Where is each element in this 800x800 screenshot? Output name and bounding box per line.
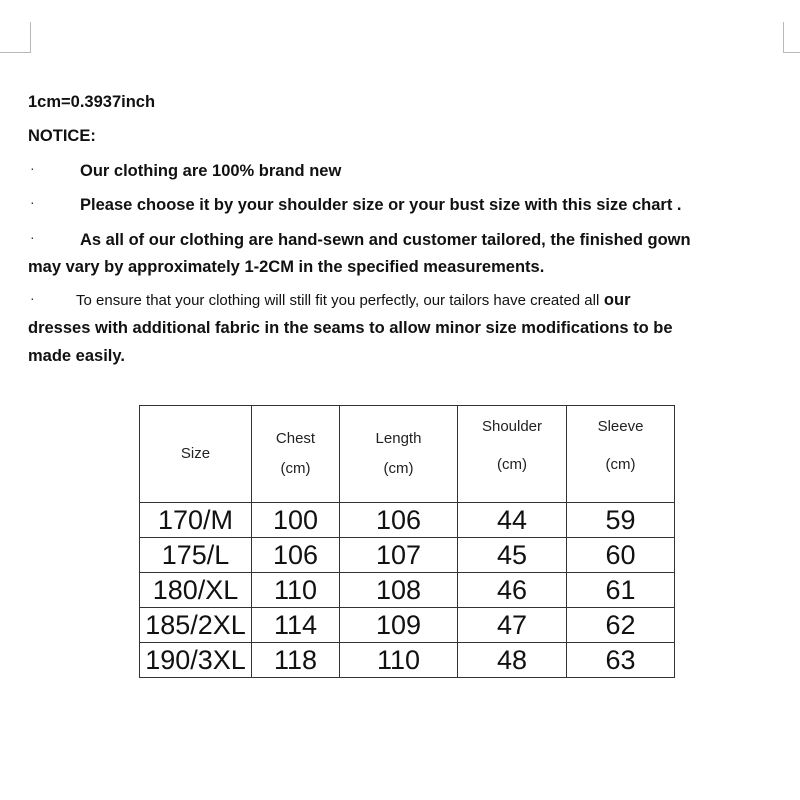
cell-length: 107	[340, 538, 458, 573]
unit-conversion: 1cm=0.3937inch	[28, 93, 156, 111]
cell-shoulder: 45	[458, 538, 567, 573]
bullet-3: ·	[30, 229, 35, 245]
notice-item-4-line-1-text: To ensure that your clothing will still fit you perfectly, our tailors have created all	[76, 292, 600, 309]
bullet-2: ·	[30, 194, 35, 210]
header-length-label: Length	[375, 430, 422, 447]
notice-item-4-line-2: dresses with additional fabric in the seams to allow minor size modifications to be	[28, 319, 673, 337]
notice-item-2: Please choose it by your shoulder size or your bust size with this size chart .	[80, 196, 682, 214]
header-length	[340, 406, 458, 503]
notice-item-4-line-1	[76, 290, 631, 311]
table-row	[140, 503, 675, 538]
cell-length: 110	[340, 643, 458, 678]
cell-size: 175/L	[140, 538, 252, 573]
cell-shoulder: 47	[458, 608, 567, 643]
cell-sleeve: 63	[567, 643, 675, 678]
header-shoulder-unit: (cm)	[497, 456, 527, 473]
cell-sleeve: 61	[567, 573, 675, 608]
notice-item-1: Our clothing are 100% brand new	[80, 162, 342, 180]
size-chart-table	[139, 405, 675, 678]
page-corner-mark-left	[0, 22, 31, 53]
notice-title: NOTICE:	[28, 127, 96, 145]
cell-shoulder: 44	[458, 503, 567, 538]
cell-chest: 100	[252, 503, 340, 538]
bullet-4: ·	[30, 290, 35, 306]
header-chest-label: Chest	[275, 430, 316, 447]
header-size-label: Size	[180, 445, 211, 462]
cell-size: 190/3XL	[140, 643, 252, 678]
cell-size: 170/M	[140, 503, 252, 538]
header-sleeve	[567, 406, 675, 503]
notice-item-4-line-3: made easily.	[28, 347, 125, 365]
cell-size: 185/2XL	[140, 608, 252, 643]
header-sleeve-label: Sleeve	[597, 418, 644, 435]
header-chest-unit: (cm)	[280, 460, 311, 477]
table-row	[140, 538, 675, 573]
header-shoulder	[458, 406, 567, 503]
cell-sleeve: 62	[567, 608, 675, 643]
bullet-1: ·	[30, 160, 35, 176]
size-chart-header-row	[140, 406, 675, 503]
page-corner-mark-right	[783, 22, 800, 53]
cell-size: 180/XL	[140, 573, 252, 608]
cell-chest: 106	[252, 538, 340, 573]
cell-length: 106	[340, 503, 458, 538]
cell-sleeve: 59	[567, 503, 675, 538]
cell-sleeve: 60	[567, 538, 675, 573]
notice-item-4-line-1-end: our	[603, 291, 631, 309]
cell-length: 109	[340, 608, 458, 643]
table-row	[140, 643, 675, 678]
cell-chest: 110	[252, 573, 340, 608]
notice-item-3-line-2: may vary by approximately 1-2CM in the specified measurements.	[28, 258, 545, 276]
table-row	[140, 573, 675, 608]
cell-length: 108	[340, 573, 458, 608]
cell-chest: 114	[252, 608, 340, 643]
notice-item-3-line-1: As all of our clothing are hand-sewn and customer tailored, the finished gown	[80, 231, 691, 249]
cell-shoulder: 46	[458, 573, 567, 608]
header-sleeve-unit: (cm)	[605, 456, 636, 473]
header-length-unit: (cm)	[383, 460, 414, 477]
header-size	[140, 406, 252, 503]
cell-shoulder: 48	[458, 643, 567, 678]
header-shoulder-label: Shoulder	[481, 418, 543, 435]
cell-chest: 118	[252, 643, 340, 678]
header-chest	[252, 406, 340, 503]
table-row	[140, 608, 675, 643]
